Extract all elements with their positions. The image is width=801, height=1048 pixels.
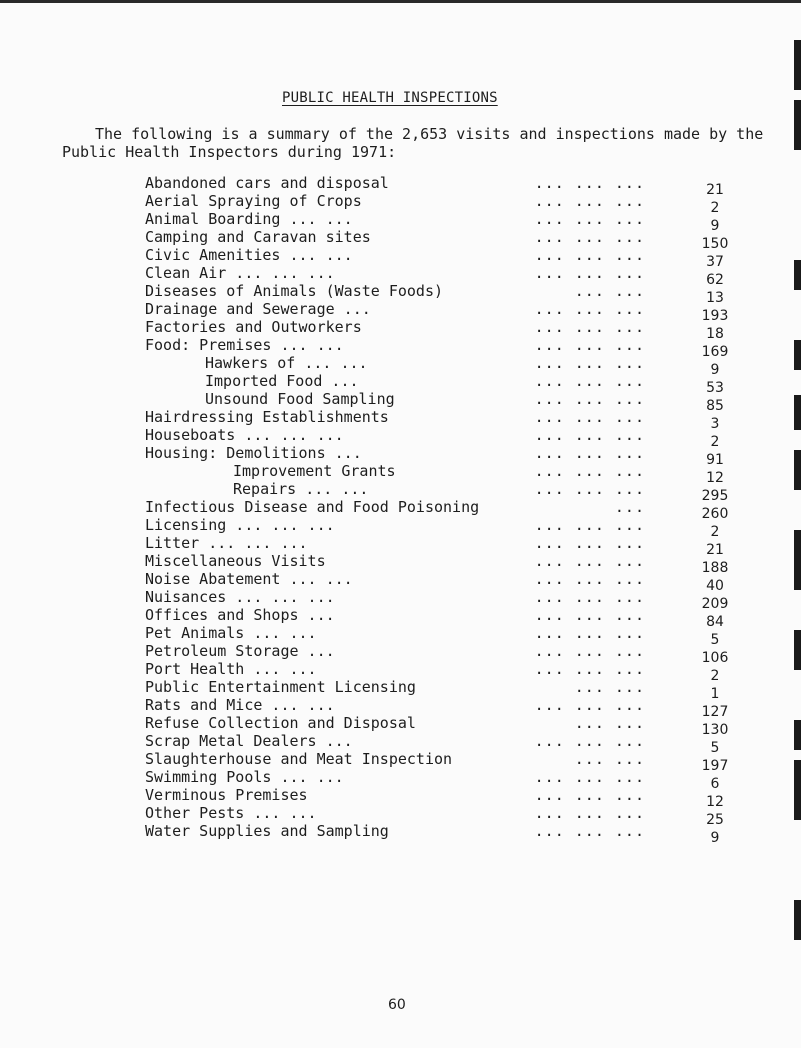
scan-margin-mark — [794, 760, 801, 820]
list-item — [145, 498, 645, 516]
list-item — [145, 516, 645, 534]
dot-leaders: ... ... ... — [534, 300, 645, 318]
list-item-count: 91 — [706, 452, 724, 468]
list-item-label: Repairs ... ... — [233, 480, 369, 498]
scan-margin-mark — [794, 340, 801, 370]
list-item-count: 21 — [706, 182, 724, 198]
dot-leaders: ... ... ... — [534, 660, 645, 678]
list-item — [145, 624, 645, 642]
dot-leaders: ... ... ... — [534, 570, 645, 588]
list-item — [145, 210, 645, 228]
list-item-label: Abandoned cars and disposal — [145, 174, 389, 192]
list-item-label: Public Entertainment Licensing — [145, 678, 416, 696]
list-item-count: 12 — [706, 794, 724, 810]
inspection-counts — [690, 181, 740, 847]
list-item-count: 5 — [710, 632, 720, 648]
dot-leaders: ... ... ... — [534, 534, 645, 552]
list-item — [145, 264, 645, 282]
scan-margin-mark — [794, 530, 801, 590]
list-item-count: 127 — [701, 704, 729, 720]
dot-leaders: ... ... ... — [534, 786, 645, 804]
list-item-count: 62 — [706, 272, 724, 288]
list-item — [145, 642, 645, 660]
list-item-count: 295 — [701, 488, 729, 504]
inspection-list — [145, 174, 645, 840]
scan-margin-mark — [794, 720, 801, 750]
scan-margin-mark — [794, 630, 801, 670]
list-item — [145, 354, 645, 372]
list-item-count: 53 — [706, 380, 724, 396]
dot-leaders: ... ... — [574, 750, 645, 768]
dot-leaders: ... ... — [574, 282, 645, 300]
page-number: 60 — [388, 997, 406, 1013]
dot-leaders: ... ... ... — [534, 264, 645, 282]
list-item — [145, 480, 645, 498]
list-item-label: Drainage and Sewerage ... — [145, 300, 371, 318]
scan-margin-mark — [794, 100, 801, 150]
list-item-label: Verminous Premises — [145, 786, 308, 804]
list-item-count: 193 — [701, 308, 729, 324]
scan-margin-mark — [794, 395, 801, 430]
list-item-label: Camping and Caravan sites — [145, 228, 371, 246]
list-item-count: 1 — [710, 686, 720, 702]
list-item-count: 5 — [710, 740, 720, 756]
list-item-count: 209 — [701, 596, 729, 612]
scan-margin-mark — [794, 450, 801, 490]
intro-line-1: The following is a summary of the 2,653 visits and inspections made by the — [95, 125, 764, 143]
list-item — [145, 588, 645, 606]
list-item-count: 25 — [706, 812, 724, 828]
list-item — [145, 462, 645, 480]
list-item-count: 188 — [701, 560, 729, 576]
list-item-label: Licensing ... ... ... — [145, 516, 335, 534]
list-item — [145, 750, 645, 768]
list-item-count: 13 — [706, 290, 724, 306]
list-item-label: Swimming Pools ... ... — [145, 768, 344, 786]
list-item — [145, 696, 645, 714]
intro-line-2: Public Health Inspectors during 1971: — [62, 143, 397, 161]
list-item — [145, 678, 645, 696]
list-item-label: Improvement Grants — [233, 462, 396, 480]
dot-leaders: ... ... ... — [534, 822, 645, 840]
dot-leaders: ... ... ... — [534, 696, 645, 714]
scan-margin-mark — [794, 40, 801, 90]
dot-leaders: ... ... ... — [534, 336, 645, 354]
list-item — [145, 174, 645, 192]
list-item — [145, 192, 645, 210]
list-item — [145, 606, 645, 624]
list-item-count: 260 — [701, 506, 729, 522]
list-item-count: 6 — [710, 776, 720, 792]
list-item — [145, 336, 645, 354]
list-item-count: 197 — [701, 758, 729, 774]
list-item — [145, 390, 645, 408]
dot-leaders: ... ... ... — [534, 462, 645, 480]
list-item — [145, 282, 645, 300]
list-item-label: Civic Amenities ... ... — [145, 246, 353, 264]
list-item-count: 21 — [706, 542, 724, 558]
list-item-label: Housing: Demolitions ... — [145, 444, 362, 462]
list-item-label: Refuse Collection and Disposal — [145, 714, 416, 732]
list-item-label: Nuisances ... ... ... — [145, 588, 335, 606]
dot-leaders: ... ... ... — [534, 228, 645, 246]
list-item-label: Petroleum Storage ... — [145, 642, 335, 660]
dot-leaders: ... ... ... — [534, 732, 645, 750]
list-item-label: Food: Premises ... ... — [145, 336, 344, 354]
list-item — [145, 732, 645, 750]
list-item-label: Offices and Shops ... — [145, 606, 335, 624]
dot-leaders: ... ... ... — [534, 624, 645, 642]
list-item-label: Rats and Mice ... ... — [145, 696, 335, 714]
list-item-label: Unsound Food Sampling — [205, 390, 395, 408]
list-item — [145, 804, 645, 822]
list-item-count: 169 — [701, 344, 729, 360]
top-edge-line — [0, 0, 801, 3]
dot-leaders: ... — [614, 498, 645, 516]
list-item-count: 37 — [706, 254, 724, 270]
list-item-label: Infectious Disease and Food Poisoning — [145, 498, 480, 516]
list-item-label: Imported Food ... — [205, 372, 359, 390]
list-item-label: Water Supplies and Sampling — [145, 822, 389, 840]
dot-leaders: ... ... ... — [534, 426, 645, 444]
list-item-count: 85 — [706, 398, 724, 414]
dot-leaders: ... ... ... — [534, 372, 645, 390]
dot-leaders: ... ... ... — [534, 192, 645, 210]
list-item-count: 2 — [710, 524, 720, 540]
list-item — [145, 246, 645, 264]
list-item — [145, 444, 645, 462]
list-item — [145, 300, 645, 318]
list-item-count: 130 — [701, 722, 729, 738]
list-item — [145, 228, 645, 246]
list-item-count: 84 — [706, 614, 724, 630]
list-item — [145, 318, 645, 336]
dot-leaders: ... ... ... — [534, 246, 645, 264]
dot-leaders: ... ... ... — [534, 516, 645, 534]
list-item-count: 3 — [710, 416, 720, 432]
dot-leaders: ... ... ... — [534, 588, 645, 606]
list-item-label: Miscellaneous Visits — [145, 552, 326, 570]
list-item-label: Slaughterhouse and Meat Inspection — [145, 750, 453, 768]
list-item-label: Factories and Outworkers — [145, 318, 362, 336]
list-item-label: Animal Boarding ... ... — [145, 210, 353, 228]
scan-margin-mark — [794, 260, 801, 290]
list-item-count: 40 — [706, 578, 724, 594]
list-item-count: 150 — [701, 236, 729, 252]
scan-margin-mark — [794, 900, 801, 940]
list-item-label: Hawkers of ... ... — [205, 354, 368, 372]
list-item-count: 9 — [710, 830, 720, 846]
dot-leaders: ... ... ... — [534, 354, 645, 372]
list-item-count: 9 — [710, 218, 720, 234]
dot-leaders: ... ... ... — [534, 768, 645, 786]
dot-leaders: ... ... ... — [534, 390, 645, 408]
list-item-label: Clean Air ... ... ... — [145, 264, 335, 282]
list-item — [145, 768, 645, 786]
list-item — [145, 426, 645, 444]
list-item-count: 106 — [701, 650, 729, 666]
intro-paragraph — [62, 125, 775, 161]
dot-leaders: ... ... ... — [534, 480, 645, 498]
list-item-count: 12 — [706, 470, 724, 486]
list-item — [145, 372, 645, 390]
list-item — [145, 822, 645, 840]
list-item-label: Port Health ... ... — [145, 660, 317, 678]
dot-leaders: ... ... ... — [534, 210, 645, 228]
dot-leaders: ... ... — [574, 678, 645, 696]
list-item-label: Pet Animals ... ... — [145, 624, 317, 642]
dot-leaders: ... ... ... — [534, 174, 645, 192]
list-item — [145, 714, 645, 732]
page-title: PUBLIC HEALTH INSPECTIONS — [282, 90, 498, 106]
list-item-count: 2 — [710, 668, 720, 684]
dot-leaders: ... ... ... — [534, 318, 645, 336]
dot-leaders: ... ... ... — [534, 804, 645, 822]
list-item-count: 9 — [710, 362, 720, 378]
dot-leaders: ... ... ... — [534, 642, 645, 660]
list-item-label: Houseboats ... ... ... — [145, 426, 344, 444]
dot-leaders: ... ... ... — [534, 552, 645, 570]
list-item — [145, 660, 645, 678]
dot-leaders: ... ... ... — [534, 606, 645, 624]
list-item-label: Aerial Spraying of Crops — [145, 192, 362, 210]
list-item-label: Other Pests ... ... — [145, 804, 317, 822]
list-item-label: Noise Abatement ... ... — [145, 570, 353, 588]
list-item — [145, 786, 645, 804]
list-item-label: Scrap Metal Dealers ... — [145, 732, 353, 750]
list-item-label: Hairdressing Establishments — [145, 408, 389, 426]
dot-leaders: ... ... ... — [534, 444, 645, 462]
list-item — [145, 570, 645, 588]
list-item-count: 2 — [710, 200, 720, 216]
dot-leaders: ... ... — [574, 714, 645, 732]
list-item-count: 18 — [706, 326, 724, 342]
list-item-label: Litter ... ... ... — [145, 534, 308, 552]
list-item — [145, 552, 645, 570]
list-item-count: 2 — [710, 434, 720, 450]
list-item-label: Diseases of Animals (Waste Foods) — [145, 282, 444, 300]
dot-leaders: ... ... ... — [534, 408, 645, 426]
list-item — [145, 534, 645, 552]
list-item — [145, 408, 645, 426]
